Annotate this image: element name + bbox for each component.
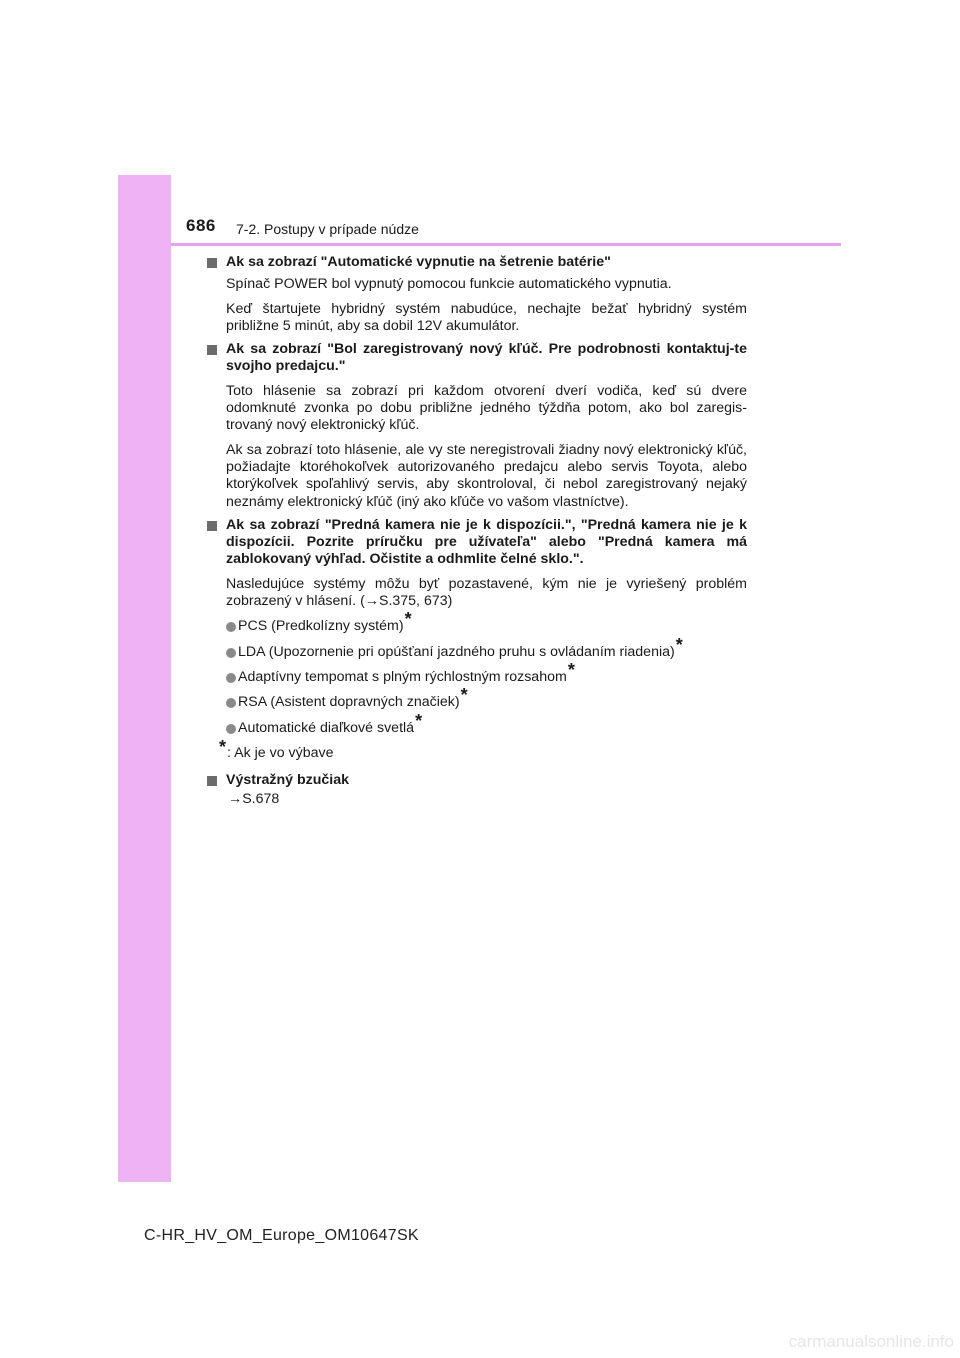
section-heading: Výstražný bzučiak: [207, 772, 747, 789]
header-divider: [171, 243, 841, 246]
paragraph: Nasledujúce systémy môžu byť pozastavené, kým nie je vyriešený problém zobrazený v hlásení. (→S.375, 673): [226, 575, 747, 610]
page-content: [207, 254, 747, 809]
section-heading: Ak sa zobrazí "Predná kamera nie je k dispozícii.", "Predná kamera nie je k dispozícii. Pozrite príručku pre užívateľa" alebo "Predná kamera má zablokovaný výhľad. Očistite a odhmlite čelné sklo.".: [207, 517, 747, 569]
round-bullet-icon: [226, 673, 236, 683]
paragraph: Keď štartujete hybridný systém nabudúce, nechajte bežať hybridný systém približne 5 minút, aby sa dobil 12V akumulátor.: [226, 300, 747, 334]
list-item: RSA (Asistent dopravných značiek)*: [207, 694, 747, 711]
footer-document-id: C-HR_HV_OM_Europe_OM10647SK: [144, 1227, 419, 1244]
watermark: carmanualsonline.info: [788, 1332, 954, 1351]
footnote-star: *: [415, 710, 423, 731]
footnote-star: *: [219, 736, 227, 757]
section-heading: Ak sa zobrazí "Bol zaregistrovaný nový kľúč. Pre podrobnosti kontaktuj-te svojho predajcu.": [207, 341, 747, 376]
list-item: Automatické diaľkové svetlá*: [207, 720, 747, 737]
page-reference: →S.678: [228, 791, 280, 808]
list-item: PCS (Predkolízny systém)*: [207, 618, 747, 635]
section-front-camera: [207, 517, 747, 762]
list-item: Adaptívny tempomat s plným rýchlostným rozsahom*: [207, 669, 747, 686]
arrow-right-icon: →: [228, 791, 243, 808]
section-heading: Ak sa zobrazí "Automatické vypnutie na šetrenie batérie": [207, 254, 747, 271]
section-auto-power-off: [207, 254, 747, 335]
footnote-star: *: [675, 634, 683, 655]
paragraph: Spínač POWER bol vypnutý pomocou funkcie automatického vypnutia.: [226, 276, 672, 293]
square-bullet-icon: [207, 521, 217, 531]
list-item: LDA (Upozornenie pri opúšťaní jazdného pruhu s ovládaním riadenia)*: [207, 644, 747, 661]
arrow-right-icon: →: [364, 593, 379, 610]
square-bullet-icon: [207, 258, 217, 268]
paragraph: Toto hlásenie sa zobrazí pri každom otvorení dverí vodiča, keď sú dvere odomknuté zvonka po dobu približne jedného týždňa potom, ako bol zaregis-trovaný nový elektronický kľúč.: [226, 382, 747, 434]
round-bullet-icon: [226, 724, 236, 734]
side-color-bar: [118, 175, 171, 1182]
section-title: 7-2. Postupy v prípade núdze: [236, 221, 419, 237]
footnote-star: *: [404, 609, 412, 630]
section-warning-buzzer: [207, 772, 747, 809]
footnote-star: *: [460, 685, 468, 706]
footnote: *: Ak je vo výbave: [219, 736, 334, 761]
round-bullet-icon: [226, 648, 236, 658]
round-bullet-icon: [226, 698, 236, 708]
page-number: 686: [186, 216, 216, 235]
paragraph: Ak sa zobrazí toto hlásenie, ale vy ste neregistrovali žiadny nový elektronický kľúč, požiadajte ktoréhokoľvek autorizovaného predajcu alebo servis Toyota, alebo ktorýkoľvek spoľahlivý servis, aby skontroloval, či nebol zaregistrovaný nejaký neznámy elektronický kľúč (iný ako kľúče vo vašom vlastníctve).: [226, 441, 747, 510]
section-new-key-registered: [207, 341, 747, 511]
round-bullet-icon: [226, 622, 236, 632]
square-bullet-icon: [207, 345, 217, 355]
square-bullet-icon: [207, 776, 217, 786]
footnote-star: *: [567, 659, 575, 680]
